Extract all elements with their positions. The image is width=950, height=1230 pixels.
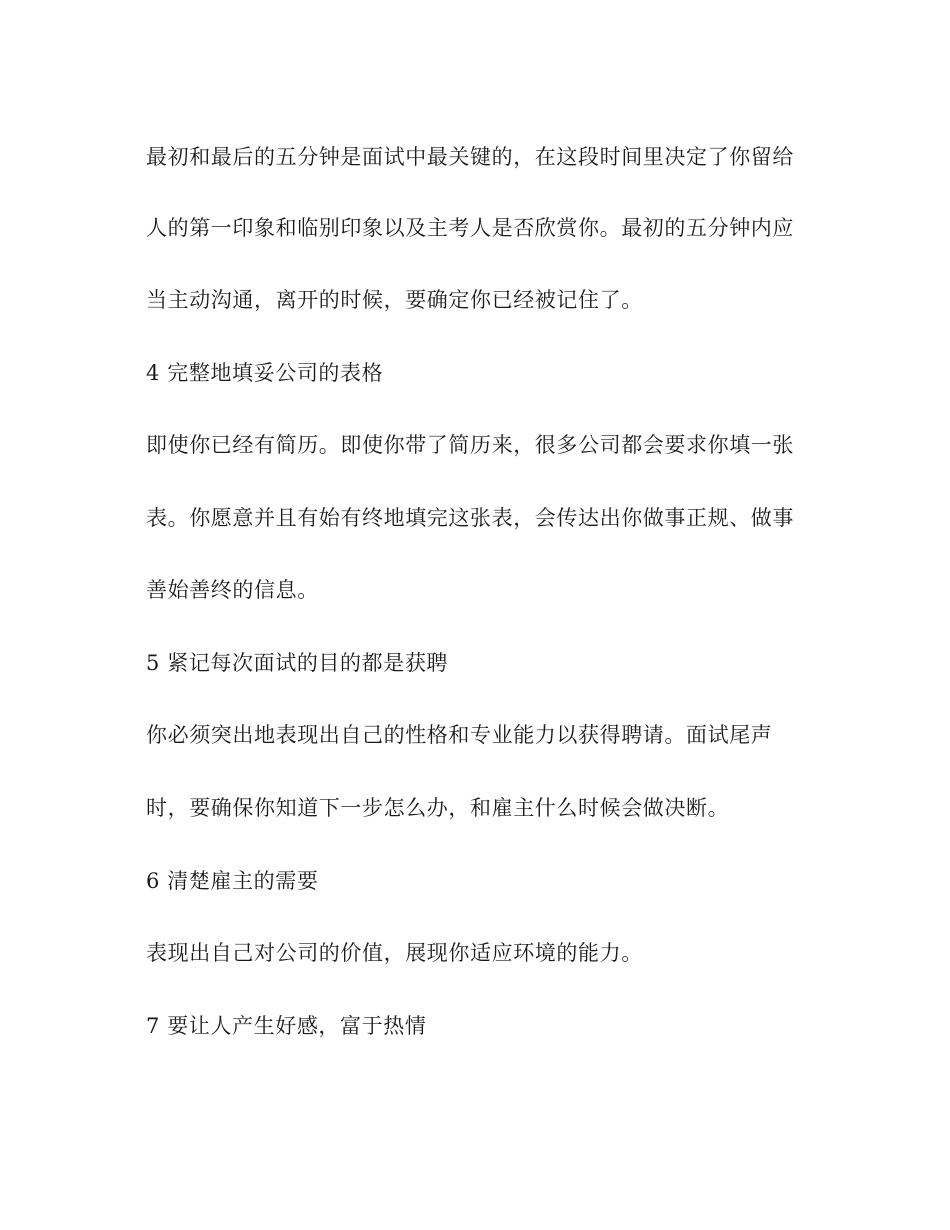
paragraph-line: 时，要确保你知道下一步怎么办，和雇主什么时候会做决断。 (146, 796, 730, 820)
section-heading: 4 完整地填妥公司的表格 (146, 361, 384, 385)
paragraph-line: 人的第一印象和临别印象以及主考人是否欣赏你。最初的五分钟内应 (146, 216, 794, 240)
paragraph-line: 表现出自己对公司的价值，展现你适应环境的能力。 (146, 941, 643, 965)
paragraph-line: 最初和最后的五分钟是面试中最关键的，在这段时间里决定了你留给 (146, 145, 794, 169)
paragraph-line: 你必须突出地表现出自己的性格和专业能力以获得聘请。面试尾声 (146, 723, 773, 747)
section-heading: 7 要让人产生好感，富于热情 (146, 1014, 427, 1038)
section-heading: 6 清楚雇主的需要 (146, 869, 319, 893)
paragraph-line: 当主动沟通，离开的时候，要确定你已经被记住了。 (146, 288, 643, 312)
paragraph-line: 善始善终的信息。 (146, 578, 319, 602)
paragraph-line: 表。你愿意并且有始有终地填完这张表，会传达出你做事正规、做事 (146, 506, 794, 530)
section-heading: 5 紧记每次面试的目的都是获聘 (146, 651, 449, 675)
paragraph-line: 即使你已经有简历。即使你带了简历来，很多公司都会要求你填一张 (146, 433, 794, 457)
